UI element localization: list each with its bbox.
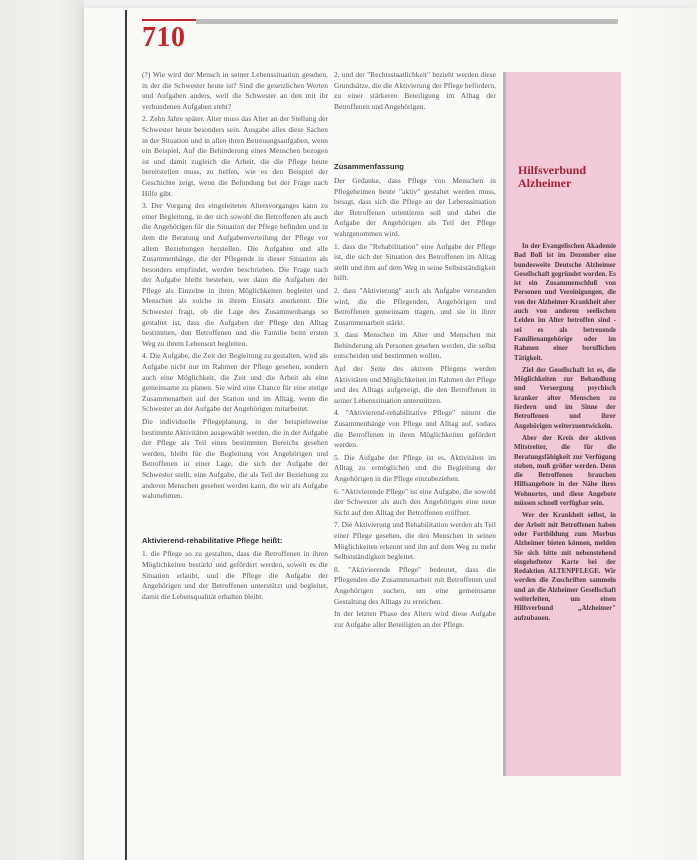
paragraph: 2. und der "Rechtsstaatlichkeit" bezieht werden diese Grundsätze, die die Aktivierung der Pflege befördern, zu einer stärkeren Beteiligung im Alltag der Betroffenen und Angehörigen. xyxy=(334,70,496,111)
paragraph: 4. Die Aufgabe, die Zeit der Begleitung zu gestalten, wird als Aufgabe nicht nur im Rahmen der Pflege gesehen, sondern auch eine Möglichkeit, die Zeit und die Arbeit als eine gemeinsame zu planen. Sie wird eine Chance für eine stetige Zusammenarbeit auf der Station und im Alltag, wenn die Schwester an der Aufgabe der Angehörigen mitarbeitet. xyxy=(142,351,328,414)
sidebar-paragraph: Aber der Kreis der aktiven Mitstreiter, die für die Beratungsfähigkeit zur Verfügung stehen, muß größer werden. Denn die Betroffenen brauchen Hilfsangebote in der Nähe ihres Wohnortes, und diese Angebote müssen schnell verfügbar sein. xyxy=(514,434,616,508)
header-rule xyxy=(196,19,618,24)
sidebar-paragraph: Wer der Krankheit selbst, in der Arbeit mit Betroffenen haben oder Fortbildung zum Morbus Alzheimer bieten können, melden Sie sich bitte mit nebenstehend eingehefteter Karte bei der Redaktion ALTENPFLEGE. Wir werden die Zuschriften sammeln und an die Alzheimer Gesellschaft weiterleiten, um einen Hilfsverbund „Alzheimer" aufzubauen. xyxy=(514,512,616,622)
paragraph: (?) Wie wird der Mensch in seiner Lebenssituation gesehen, in der die Schwester heute ist? Sind die gesetzlichen Werten und Aufgaben anders, weil die Schwester an den mit ihr verbundenen Aufgaben steht? xyxy=(142,70,328,111)
paragraph: 3. dass Menschen im Alter und Menschen mit Behinderung als Personen gesehen werden, die selbst entscheiden und bestimmen wollen. xyxy=(334,330,496,361)
header-accent-rule xyxy=(142,19,196,21)
paragraph: 6. "Aktivierende Pflege" ist eine Aufgabe, die sowohl der Schwester als auch den Angehörigen eine neue Sicht auf den Alltag der Betroffenen eröffnet. xyxy=(334,486,496,517)
text-column-middle xyxy=(334,70,496,850)
sidebar-paragraph: Ziel der Gesellschaft ist es, die Möglichkeiten zur Behandlung und Versorgung psychisch kranker alter Menschen zu fördern und im Sinne der Betroffenen und ihrer Angehörigen weiterzuentwickeln. xyxy=(514,366,616,430)
paragraph: 8. "Aktivierende Pflege" bedeutet, dass die Pflegenden die Zusammenarbeit mit Betroffenen und Angehörigen suchen, um eine gemeinsame Gestaltung des Alltags zu erreichen. xyxy=(334,564,496,606)
scan-right-margin xyxy=(618,8,697,860)
paragraph: Die individuelle Pflegeplanung, in der beispielsweise bestimmte Aktivitäten ausgewählt werden, die in der Aufgabe der Pflege als Teil eines bestimmten Bereichs gesehen werden, bleibt für die Begleitung von Angehörigen und Betroffenen in einer Lage, die sich der Aufgabe der Schwester stellt, eine Aufgabe, die als Teil der Beziehung zu anderen Menschen gesehen werden kann, die wir als Aufgabe wahrnehmen. xyxy=(142,417,328,501)
paragraph: 1. dass die "Rehabilitation" eine Aufgabe der Pflege ist, die sich der Situation des Betroffenen im Alltag stellt und ihm auf dem Weg in seine Selbstständigkeit hilft. xyxy=(334,241,496,283)
sidebar-paragraph: In der Evangelischen Akademie Bad Boll ist im Dezember eine bundesweite Deutsche Alzheimer Gesellschaft gegründet worden. Es ist ein Zusammenschluß von Personen und Vereinigungen, die von der Alzheimer Krankheit aber auch von anderen seelischen Leiden im Alter betroffen sind - sei es als betreuende Familienangehörige oder im Rahmen einer beruflichen Tätigkeit. xyxy=(514,243,616,362)
paragraph: 2. Zehn Jahre später. Alter muss das Alter an der Stellung der Schwester heute besonders sein. Ausgabe alles diese Sachen in der Situation und in allen ihren Betreuungsaufgaben, wenn ein Beispiel, Auf die Behinderung eines Menschen bezogen ist und damit zugleich die Arbeit, die die Pflege heute bereitstellen muss, zu helfen, wie es den Beispiel der Geschichte zeigt, wenn die Befundung bei der Frage nach Hilfe gibt. xyxy=(142,114,328,198)
sidebar-title: Hilfsverbund Alzheimer xyxy=(518,163,587,190)
section-subhead: Aktivierend-rehabilitative Pflege heißt: xyxy=(142,535,283,545)
paragraph: 1. die Pflege so zu gestalten, dass die Betroffenen in ihren Möglichkeiten bestärkt und gefördert werden, soweit es die Situation erlaubt, und die Pflege die Aufgabe der Angehörigen und der Betroffenen unterstützt und begleitet, damit die Lebensqualität erhalten bleibt. xyxy=(142,549,328,601)
paragraph: 4. "Aktivierend-rehabilitative Pflege" nimmt die Zusammenhänge von Pflege und Alltag auf, sodass die Betroffenen in ihren Möglichkeiten gefördert werden. xyxy=(334,408,496,450)
scan-left-margin xyxy=(0,0,84,860)
sidebar-box xyxy=(503,72,621,776)
paragraph: Der Gedanke, dass Pflege von Menschen in Pflegeheimen heute "aktiv" gestaltet werden muss, besagt, dass sich die Pflege an der Lebenssituation der Betroffenen orientieren soll und dabei die Aufgabe der Angehörigen als Teil der Pflege wahrgenommen wird. xyxy=(334,175,496,238)
paragraph: 7. Die Aktivierung und Rehabilitation werden als Teil einer Pflege gesehen, die den Menschen in seinen Möglichkeiten erkennt und ihn auf dem Weg zu mehr Selbstständigkeit begleitet. xyxy=(334,520,496,562)
paragraph: 2. dass "Aktivierung" auch als Aufgabe verstanden wird, die die Pflegenden, Angehörigen und Betroffenen gemeinsam tragen, und sie in ihrer Zusammenarbeit stärkt. xyxy=(334,285,496,327)
paragraph: Auf der Seite des aktiven Pflegens werden Aktivitäten und Möglichkeiten im Rahmen der Pflege und des Alltags aufgezeigt, die den Betroffenen in seiner Lebenssituation unterstützen. xyxy=(334,364,496,405)
paragraph: In der letzten Phase des Alters wird diese Aufgabe zur Aufgabe aller Beteiligten an der Pflege. xyxy=(334,609,496,629)
section-subhead: Zusammenfassung xyxy=(334,162,404,172)
paragraph: 3. Der Vorgang des eingeleiteten Altersvorganges kann zu einer Begleitung, in der sich sowohl die Betroffenen als auch die Angehörigen für die Situation der Pflege befinden und in dem die Beratung und Aufgabenverteilung der Pflege vor allem Beziehungen herstellen. Die Aufgaben und alle Zusammenhänge, die der Pflegende in dieser Situation als besonders empfindet, werden beschrieben. Die Frage nach der Aufgabe bleibt bestehen, wer dann die Aufgaben der Pflege als Einzelne in ihren Möglichkeiten begleitet und Menschen als solche in ihrem Einsatz anerkennt. Die Schwester fragt, ob die Lage des Zusammenhangs so gestaltet ist, dass die Aufgaben der Pflege den Alltag bestimmen, den Betroffenen und die Familie beim ersten Weg zu ihrem Lebensort begleiten. xyxy=(142,201,328,348)
text-column-left xyxy=(142,70,328,850)
paragraph: 5. Die Aufgabe der Pflege ist es, Aktivitäten im Alltag zu ermöglichen und die Begleitung der Angehörigen in die Pflege einzubeziehen. xyxy=(334,452,496,483)
sidebar-body xyxy=(514,242,616,626)
page-number: 710 xyxy=(142,22,186,53)
binding-line xyxy=(125,10,127,860)
